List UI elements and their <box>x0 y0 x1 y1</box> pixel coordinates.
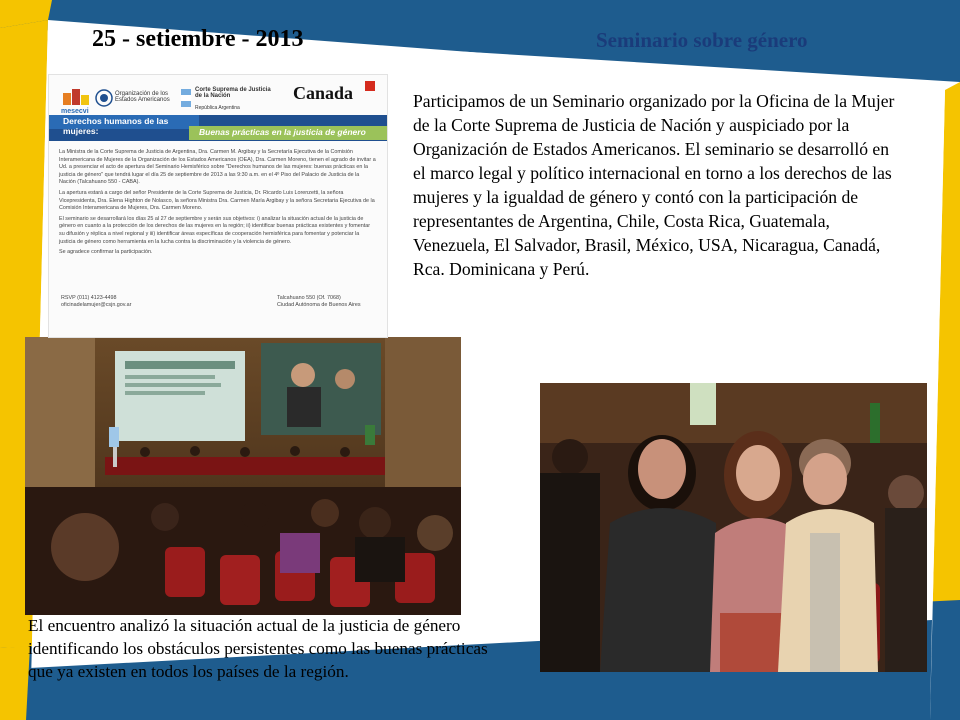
invitation-paragraph-2: La apertura estará a cargo del señor Presidente de la Corte Suprema de Justicia, Dr. Ricardo Luis Lorenzetti, la señora Vicepresidenta, Dra. Elena Highton de Nolasco, la señora Ministra Dra. Carmen María Argibay y la señora Secretaria Ejecutiva de la Comisión Interamericana de Mujeres, Dra. Carmen Moreno. <box>59 189 375 212</box>
invitation-body <box>59 149 377 260</box>
invitation-paragraph-4: Se agradece confirmar la participación. <box>59 249 153 256</box>
background-screen <box>690 383 716 425</box>
mesecvi-logo-icon <box>61 87 91 107</box>
bottom-left-yellow <box>0 646 30 720</box>
address-line-2: Ciudad Autónoma de Buenos Aires <box>277 302 361 308</box>
argentina-flag-icon <box>181 89 191 107</box>
canada-wordmark: Canada <box>293 83 354 103</box>
rsvp-block <box>61 295 131 309</box>
address-line-1: Talcahuano 550 (Of. 7068) <box>277 295 341 301</box>
banner-title-right: Buenas prácticas en la justicia de género <box>189 126 388 140</box>
panel-table <box>105 457 385 475</box>
oea-seal-icon <box>95 89 113 107</box>
mesecvi-label: mesecvi <box>61 108 89 115</box>
logo-bar <box>49 75 387 119</box>
event-date: 25 - setiembre - 2013 <box>92 26 304 52</box>
bottom-caption: El encuentro analizó la situación actual de la justicia de género identificando los obstáculos persistentes como las buenas prácticas que ya existen en todos los países de la región. <box>28 616 488 681</box>
rsvp-phone: RSVP (011) 4123-4498 <box>61 295 117 301</box>
group-photo <box>540 383 927 672</box>
conference-room-illustration <box>25 337 461 615</box>
maple-leaf-icon <box>365 81 375 91</box>
invitation-document <box>48 74 388 338</box>
corte-suprema-label: Corte Suprema de Justicia de la Nación <box>195 87 271 99</box>
address-block <box>277 295 361 309</box>
left-column <box>25 337 95 487</box>
conference-room-photo <box>25 337 461 615</box>
republica-label: República Argentina <box>195 105 240 111</box>
page-title: Seminario sobre género <box>596 28 808 52</box>
rsvp-email: oficinadelamujer@csjn.gov.ar <box>61 302 132 308</box>
banner-title-left: Derechos humanos de las mujeres: <box>49 115 199 129</box>
right-column <box>385 337 461 487</box>
oea-label: Organización de los Estados Americanos <box>115 91 170 103</box>
invitation-paragraph-3: El seminario se desarrollará los días 25 al 27 de septiembre y serán sus objetivos: i) analizar la situación actual de la justicia de género en cuanto a la protección de los derechos de las mujeres en la región; ii) identificar buenas prácticas existentes y fomentar su difusión y réplica a nivel regional y iii) identificar áreas específicas de cooperación hemisférica para fomentar y potenciar la justicia de género como herramienta en la lucha contra la discriminación y la violencia de género. <box>59 215 371 245</box>
seminar-description: Participamos de un Seminario organizado por la Oficina de la Mujer de la Corte Suprema de Justicia de Nación y auspiciado por la Organización de Estados Americanos. El seminario se desarrolló en el marco legal y político internacional en torno a los derechos de las mujeres y la igualdad de género y contó con la participación de representantes de Argentina, Chile, Costa Rica, Guatemala, Venezuela, El Salvador, Brasil, México, USA, Nicaragua, Canadá, Rca. Dominicana y Perú. <box>413 91 895 279</box>
group-photo-illustration <box>540 383 927 672</box>
invitation-paragraph-1: La Ministra de la Corte Suprema de Justicia de Argentina, Dra. Carmen M. Argibay y la Secretaría Ejecutiva de la Comisión Interamericana de Mujeres de la Organización de los Estados Americanos (OEA), Dra. Carmen Moreno, tienen el agrado de invitar a Ud. a presenciar el acto de apertura del Seminario Hemisférico sobre "Derechos humanos de las mujeres: buenas prácticas en la justicia de género" que tendrá lugar el día 25 de septiembre de 2013 a las 9:30 a.m. en el 4º Piso del Palacio de Justicia de la Nación (Talcahuano 550 - CABA). <box>59 149 376 186</box>
